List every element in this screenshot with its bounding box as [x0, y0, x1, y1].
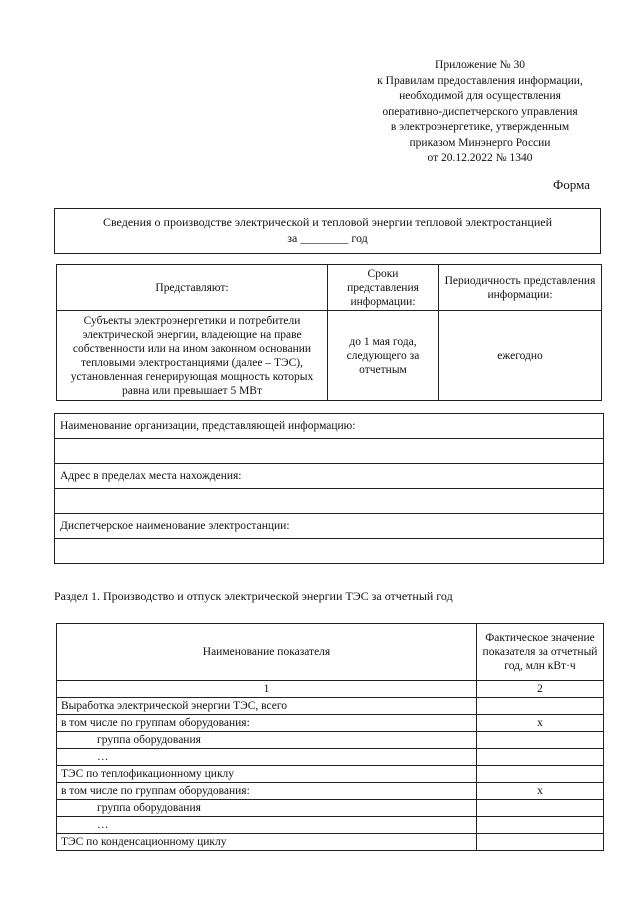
column-number: 2 — [477, 681, 604, 698]
indicator-value[interactable] — [477, 834, 604, 851]
org-name-label: Наименование организации, представляющей информацию: — [55, 414, 604, 439]
presenters-header: Представляют: — [57, 265, 328, 311]
table-row — [57, 698, 604, 715]
org-name-field[interactable] — [55, 439, 604, 464]
indicator-value[interactable] — [477, 800, 604, 817]
table-row — [57, 766, 604, 783]
indicator-label: группа оборудования — [57, 732, 477, 749]
deadline-cell: до 1 мая года, следующего за отчетным — [328, 311, 439, 401]
dispatch-name-label: Диспетчерское наименование электростанции: — [55, 514, 604, 539]
indicator-label: … — [57, 749, 477, 766]
presentation-table — [56, 264, 602, 401]
form-title: Сведения о производстве электрической и тепловой энергии тепловой электростанцией — [102, 215, 553, 229]
actual-value-header: Фактическое значение показателя за отчетный год, млн кВт·ч — [477, 624, 604, 681]
indicator-label: Выработка электрической энергии ТЭС, всего — [57, 698, 477, 715]
appendix-header — [340, 58, 620, 167]
appendix-line: оперативно-диспетчерского управления — [382, 105, 578, 118]
indicator-label: в том числе по группам оборудования: — [57, 715, 477, 732]
address-label: Адрес в пределах места нахождения: — [55, 464, 604, 489]
column-number: 1 — [57, 681, 477, 698]
indicator-label: ТЭС по конденсационному циклу — [57, 834, 477, 851]
indicator-name-header: Наименование показателя — [57, 624, 477, 681]
table-row — [57, 800, 604, 817]
indicator-label: ТЭС по теплофикационному циклу — [57, 766, 477, 783]
deadline-header: Сроки представления информации: — [328, 265, 439, 311]
organization-table — [54, 413, 604, 564]
table-row — [57, 749, 604, 766]
form-title-box — [54, 208, 601, 254]
table-row — [57, 732, 604, 749]
appendix-line: Приложение № 30 — [435, 59, 525, 71]
appendix-line: от 20.12.2022 № 1340 — [427, 152, 533, 164]
dispatch-name-field[interactable] — [55, 539, 604, 564]
form-label: Форма — [553, 177, 590, 192]
appendix-line: в электроэнергетике, утвержденным — [390, 121, 570, 133]
table-row — [57, 715, 604, 732]
table-row — [57, 817, 604, 834]
address-field[interactable] — [55, 489, 604, 514]
section1-table — [56, 623, 604, 851]
indicator-value: x — [477, 715, 604, 732]
appendix-line: приказом Минэнерго России — [409, 136, 551, 149]
indicator-value: x — [477, 783, 604, 800]
frequency-header: Периодичность представления информации: — [439, 265, 602, 311]
appendix-line: к Правилам предоставления информации, — [377, 74, 583, 87]
appendix-line: необходимой для осуществления — [399, 90, 561, 102]
presenters-cell: Субъекты электроэнергетики и потребители электрической энергии, владеющие на праве собственности или на ином законном основании тепловыми электростанциями (далее – ТЭС), установленная генерирующая мощность которых равна или превышает 5 МВт — [57, 311, 328, 401]
indicator-label: в том числе по группам оборудования: — [57, 783, 477, 800]
table-row — [57, 783, 604, 800]
indicator-value[interactable] — [477, 698, 604, 715]
indicator-value[interactable] — [477, 732, 604, 749]
frequency-cell: ежегодно — [439, 311, 602, 401]
table-row — [57, 834, 604, 851]
indicator-value[interactable] — [477, 817, 604, 834]
indicator-label: … — [57, 817, 477, 834]
form-title-period: за ________ год — [287, 231, 368, 245]
indicator-label: группа оборудования — [57, 800, 477, 817]
section-title: Раздел 1. Производство и отпуск электрической энергии ТЭС за отчетный год — [54, 589, 453, 603]
indicator-value[interactable] — [477, 749, 604, 766]
indicator-value[interactable] — [477, 766, 604, 783]
